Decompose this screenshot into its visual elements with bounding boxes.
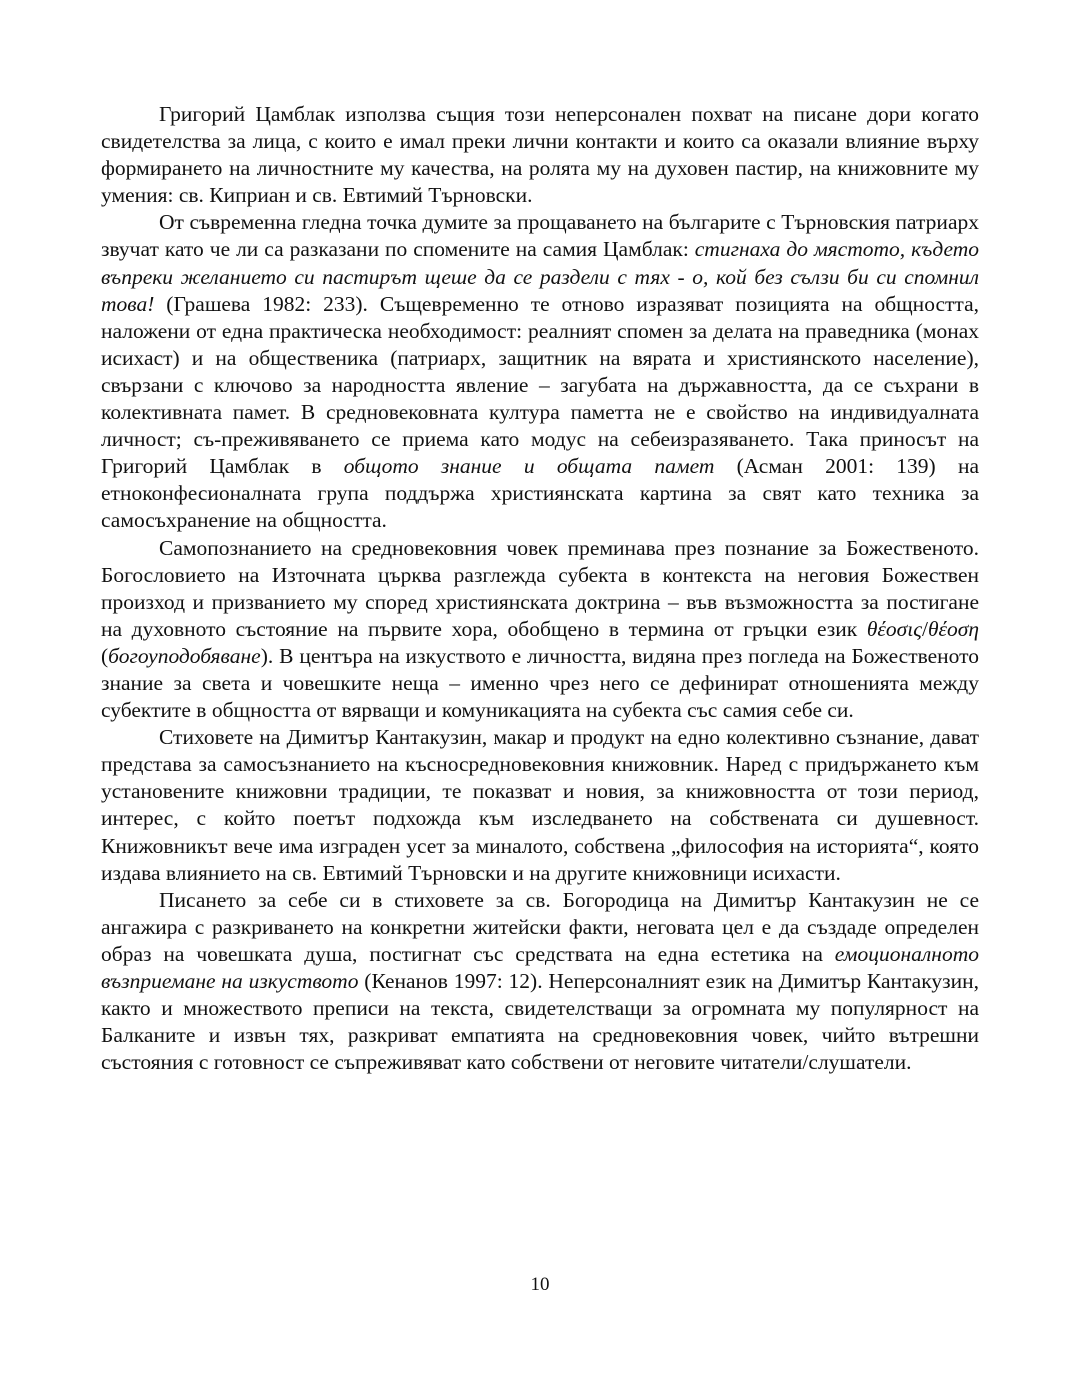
paragraph-1-text: Григорий Цамблак използва същия този неперсонален похват на писане дори когато свидетелства за лица, с които е имал преки лични контакти и които са оказали влияние върху формирането на личностните му качества, на ролята му на духовен пастир, на книжовните му умения: св. Киприан и св. Евтимий Търновски. [101,102,979,208]
paragraph-2-text: От съвременна гледна точка думите за прощаването на българите с Търновския патриарх звучат като че ли са разказани по спомените на самия Цамблак: [101,210,979,262]
paragraph-1 [101,101,979,209]
greek-term: θέοσις [866,616,922,641]
paragraph-3-term: богоуподобяване [108,643,261,668]
paragraph-2-text: (Грашева 1982: 233). Същевременно те отново изразяват позицията на общността, наложени от една практическа необходимост: реалният спомен за делата на праведника (монах исихаст) и на общественика (патриарх, защитник на вярата и християнското население), свързани с ключово за народността явление – загубата на държавността, да се съхрани в колективната памет. В средновековната култура паметта не е свойство на индивидуалната личност; съ-преживяването се приема като модус на себеизразяването. Така приносът на Григорий Цамблак в [101,291,979,479]
paragraph-5-term: емоционалното възприемане на изкуството [101,941,979,993]
paragraph-2-quote: стигнаха до мястото, където въпреки желанието си пастирът щеше да се раздели с тях - о, кой без сълзи би си спомнил това! [101,237,979,316]
page-number: 10 [530,1274,550,1295]
paragraph-2-term: общото знание и общата памет [343,454,715,479]
paragraph-3-text: ). В центъра на изкуството е личността, видяна през погледа на Божественото знание за света и човешките неща – именно чрез него се дефинират отношенията между субектите в общността от вярващи и комуникацията на субекта със самия себе си. [101,643,979,723]
paragraph-3-text: Самопознанието на средновековния човек преминава през познание за Божественото. Богословието на Източната църква разглежда субекта в контекста на неговия Божествен произход и призванието му според християнската доктрина – във възможността за постигане на духовното състояние на първите хора, обобщено в термина от гръцки език [101,535,979,641]
paragraph-4-text: Стиховете на Димитър Кантакузин, макар и продукт на едно колективно съзнание, дават представа за самосъзнанието на късносредновековния книжовник. Наред с придържането към установените книжовни традиции, те показват и новия, за книжовността от този период, интерес, с който поетът подхожда към изследването на собствената си душевност. Книжовникът вече има изграден усет за миналото, собствена „философия на историята“, която издава влиянието на св. Евтимий Търновски и на другите книжовници исихасти. [101,725,979,885]
paragraph-5-text: (Кенанов 1997: 12). Неперсоналният език на Димитър Кантакузин, както и множеството преписи на текста, свидетелстващи за огромната му популярност на Балканите и извън тях, разкриват емпатията на средновековния човек, чийто вътрешни състояния с готовност се съпреживяват като собствени от неговите читатели/слушатели. [101,969,979,1075]
paragraph-2-text: (Асман 2001: 139) на етноконфесионалната група поддържа християнската картина за свят като техника за самосъхранение на общността. [101,454,979,533]
paragraph-3-text: ( [101,643,109,668]
document-body [101,101,979,1076]
paragraph-4 [101,724,979,887]
paragraph-3-text: / [921,616,928,641]
paragraph-3 [101,535,979,725]
paragraph-2 [101,209,979,534]
greek-term: θέοση [927,616,979,641]
paragraph-5 [101,887,979,1077]
paragraph-5-text: Писането за себе си в стиховете за св. Богородица на Димитър Кантакузин не се ангажира с разкриването на конкретни житейски факти, неговата цел е да създаде определен образ на човешката душа, постигнат със средствата на една естетика на [101,887,979,966]
